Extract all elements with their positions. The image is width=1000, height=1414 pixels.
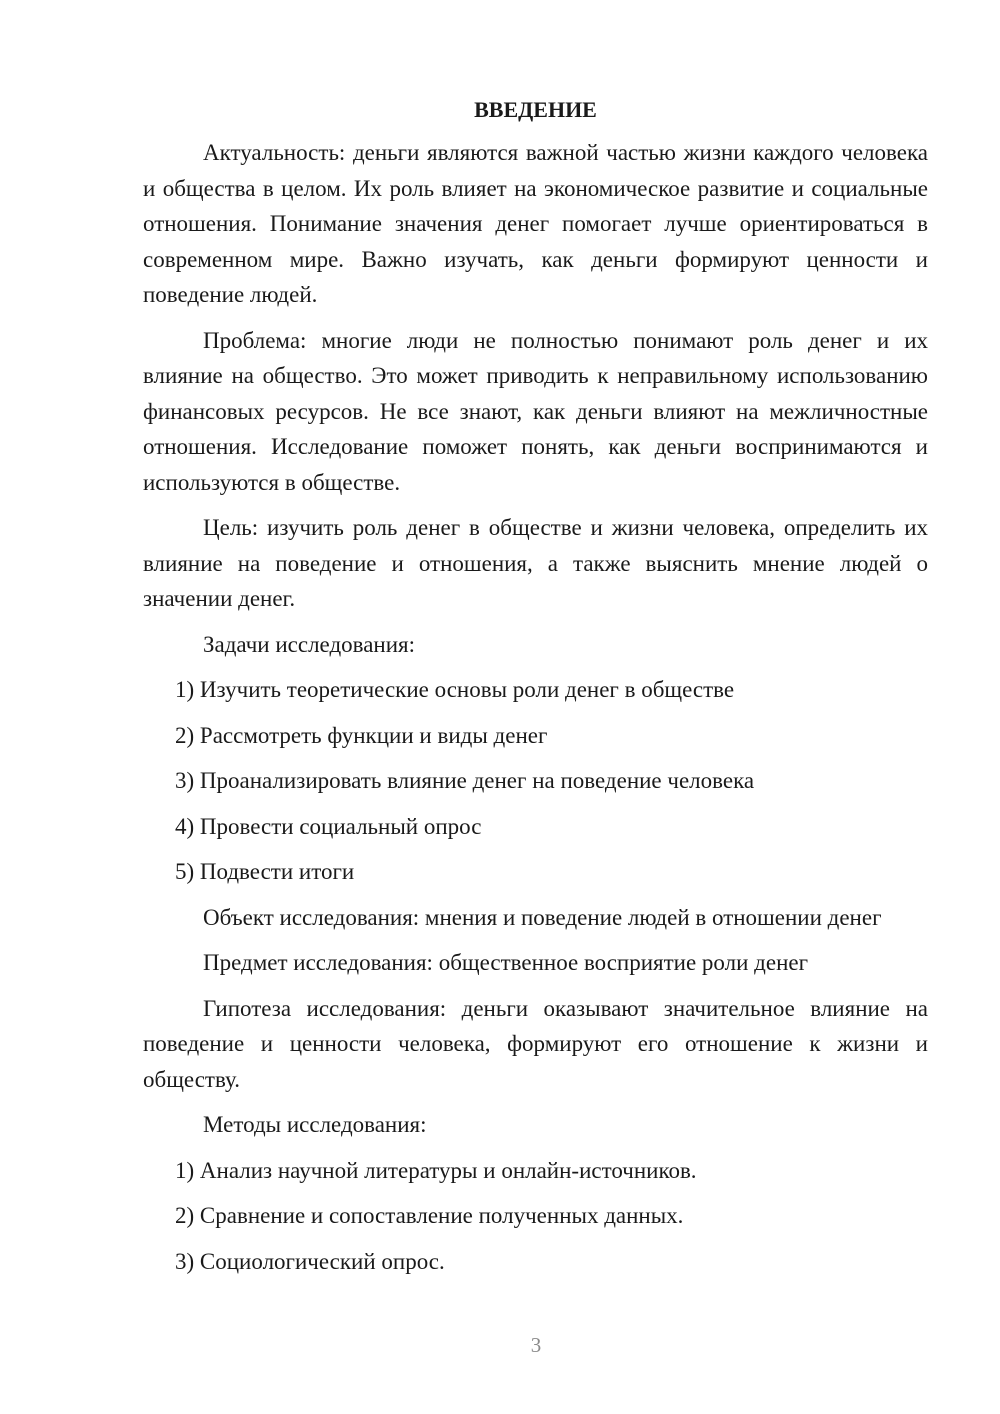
task-item-5: 5) Подвести итоги <box>175 859 355 884</box>
page-content <box>143 95 928 1289</box>
page-number: 3 <box>530 1333 542 1357</box>
method-item-2: 2) Сравнение и сопоставление полученных данных. <box>175 1203 684 1228</box>
task-item-1: 1) Изучить теоретические основы роли денег в обществе <box>175 677 735 702</box>
object-paragraph: Объект исследования: мнения и поведение людей в отношении денег <box>203 904 882 930</box>
goal-paragraph: Цель: изучить роль денег в обществе и жизни человека, определить их влияние на поведение и отношения, а также выяснить мнение людей о значении денег. <box>143 515 928 611</box>
task-item-3: 3) Проанализировать влияние денег на поведение человека <box>175 768 755 793</box>
method-item-1: 1) Анализ научной литературы и онлайн-источников. <box>175 1157 697 1183</box>
task-item-4: 4) Провести социальный опрос <box>175 813 482 839</box>
problem-paragraph: Проблема: многие люди не полностью понимают роль денег и их влияние на общество. Это может приводить к неправильному использованию финансовых ресурсов. Не все знают, как деньги влияют на межличностные отношения. Исследование поможет понять, как деньги воспринимаются и используются в обществе. <box>143 327 928 495</box>
section-title: ВВЕДЕНИЕ <box>474 97 597 122</box>
subject-paragraph: Предмет исследования: общественное восприятие роли денег <box>203 950 809 975</box>
method-item-3: 3) Социологический опрос. <box>175 1248 445 1274</box>
task-item-2: 2) Рассмотреть функции и виды денег <box>175 722 548 748</box>
hypothesis-paragraph: Гипотеза исследования: деньги оказывают значительное влияние на поведение и ценности человека, формируют его отношение к жизни и обществу. <box>143 995 928 1092</box>
relevance-paragraph: Актуальность: деньги являются важной частью жизни каждого человека и общества в целом. Их роль влияет на экономическое развитие и социальные отношения. Понимание значения денег помогает лучше ориентироваться в современном мире. Важно изучать, как деньги формируют ценности и поведение людей. <box>143 140 928 307</box>
tasks-heading: Задачи исследования: <box>203 631 416 657</box>
methods-heading: Методы исследования: <box>203 1112 427 1137</box>
